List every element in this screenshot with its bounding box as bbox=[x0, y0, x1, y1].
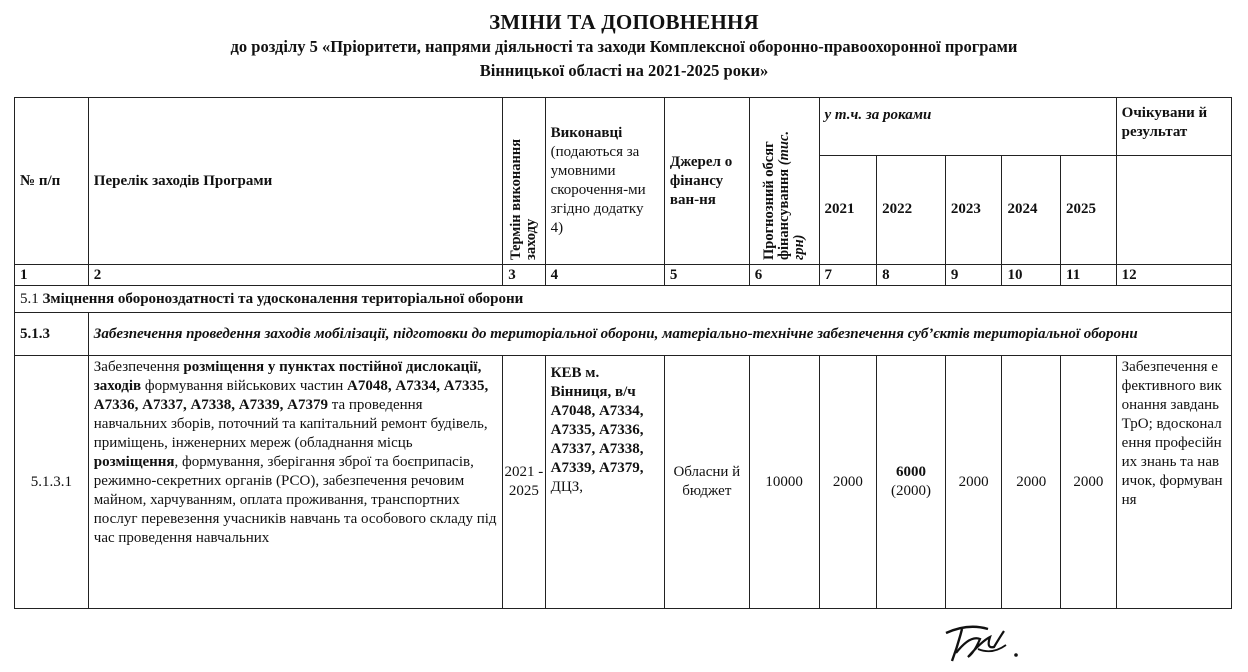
measure-2023: 2000 bbox=[945, 356, 1002, 609]
col-header-result-empty bbox=[1116, 155, 1231, 264]
section-row bbox=[15, 286, 1232, 313]
col-header-num: № п/п bbox=[15, 98, 89, 265]
measure-number: 5.1.3.1 bbox=[15, 356, 89, 609]
col-header-volume-unit: (тис. грн) bbox=[775, 130, 807, 260]
measure-result: Забезпечення ефективного виконання завдань ТрО; вдосконалення професійних знань та навичок, формування bbox=[1116, 356, 1231, 609]
measure-description-part: та проведення навчальних зборів, поточний та капітальний ремонт будівель, приміщень, інженерних мереж (обладнання місць bbox=[93, 397, 488, 451]
measure-description bbox=[88, 356, 502, 609]
document-subtitle-line1: до розділу 5 «Пріоритети, напрями діяльності та заходи Комплексної оборонно-правоохоронної програми bbox=[230, 37, 1018, 56]
col-number: 4 bbox=[545, 265, 664, 286]
col-header-2025: 2025 bbox=[1061, 155, 1117, 264]
measure-description-text bbox=[94, 359, 497, 546]
col-number: 5 bbox=[664, 265, 749, 286]
col-header-term-text: Термін виконання заходу bbox=[507, 138, 539, 260]
col-header-source: Джерел о фінансу ван-ня bbox=[664, 98, 749, 265]
document-subtitle-line2: Вінницької області на 2021-2025 роки» bbox=[479, 61, 769, 80]
col-header-2024: 2024 bbox=[1002, 155, 1061, 264]
subsection-row bbox=[15, 313, 1232, 356]
subsection-title: Забезпечення проведення заходів мобілізації, підготовки до територіальної оборони, матеріально-технічне забезпечення суб’єктів територіальної оборони bbox=[88, 313, 1231, 356]
col-header-result: Очікувани й результат bbox=[1116, 98, 1231, 156]
handwritten-signature bbox=[938, 619, 1028, 667]
measure-description-part: А7048, А7334, А7335, А7336, А7337, А7338, А7339, А7379 bbox=[93, 378, 489, 413]
document-title: ЗМІНИ ТА ДОПОВНЕННЯ bbox=[489, 10, 759, 34]
col-header-volume-text: Прогнозний обсяг фінансування bbox=[760, 141, 792, 260]
col-number: 9 bbox=[945, 265, 1002, 286]
measure-volume: 10000 bbox=[749, 356, 819, 609]
measure-term: 2021 - 2025 bbox=[503, 356, 545, 609]
measure-executors-plain: ДЦЗ, bbox=[550, 479, 583, 495]
col-header-volume bbox=[749, 98, 819, 265]
col-number: 1 bbox=[15, 265, 89, 286]
col-number: 2 bbox=[88, 265, 502, 286]
col-header-volume-wrap bbox=[762, 98, 807, 264]
col-number: 11 bbox=[1061, 265, 1117, 286]
header-row-1 bbox=[15, 98, 1232, 156]
col-header-2022: 2022 bbox=[877, 155, 946, 264]
measure-2022-new: 6000 bbox=[895, 464, 926, 480]
measure-executors bbox=[545, 356, 664, 609]
measure-description-part: , формування, зберігання зброї та боєприпасів, режимно-секретних органів (РСО), забезпечення речовим майном, харчуванням, оплата проживання, транспортних послуг перевезення учасників навчань та особового складу під час проведення навчальних bbox=[93, 454, 497, 546]
measure-description-part: розміщення bbox=[93, 454, 175, 470]
subsection-number: 5.1.3 bbox=[15, 313, 89, 356]
col-header-measures: Перелік заходів Програми bbox=[88, 98, 502, 265]
col-number: 8 bbox=[877, 265, 946, 286]
section-title bbox=[15, 286, 1232, 313]
measure-executors-bold: КЕВ м. Вінниця, в/ч А7048, А7334, А7335, А7336, А7337, А7338, А7339, А7379, bbox=[550, 365, 644, 476]
section-prefix: 5.1 bbox=[20, 290, 39, 307]
column-number-row bbox=[15, 265, 1232, 286]
measure-2024: 2000 bbox=[1002, 356, 1061, 609]
col-header-by-years: у т.ч. за роками bbox=[819, 98, 1116, 156]
col-header-executors bbox=[545, 98, 664, 265]
measure-row bbox=[15, 356, 1232, 609]
section-title-text: Зміцнення обороноздатності та удосконалення територіальної оборони bbox=[38, 290, 524, 307]
col-number: 6 bbox=[749, 265, 819, 286]
measure-2022-old: (2000) bbox=[890, 483, 931, 499]
measure-2021: 2000 bbox=[819, 356, 877, 609]
measure-description-part: формування військових частин bbox=[141, 378, 348, 394]
col-header-term bbox=[503, 98, 545, 265]
col-header-executors-note: (подаються за умовними скорочення-ми згідно додатку 4) bbox=[550, 144, 646, 236]
measure-2025: 2000 bbox=[1061, 356, 1117, 609]
col-header-2023: 2023 bbox=[945, 155, 1002, 264]
col-header-executors-bold: Виконавці bbox=[550, 125, 623, 141]
measure-2022 bbox=[877, 356, 946, 609]
col-number: 10 bbox=[1002, 265, 1061, 286]
col-header-2021: 2021 bbox=[819, 155, 877, 264]
col-number: 12 bbox=[1116, 265, 1231, 286]
col-number: 7 bbox=[819, 265, 877, 286]
measure-source: Обласни й бюджет bbox=[664, 356, 749, 609]
col-number: 3 bbox=[503, 265, 545, 286]
measure-description-part: Забезпечення bbox=[93, 359, 184, 375]
program-measures-table bbox=[14, 97, 1232, 609]
measure-description-part: розміщення у пунктах постійної дислокації, заходів bbox=[93, 359, 482, 394]
